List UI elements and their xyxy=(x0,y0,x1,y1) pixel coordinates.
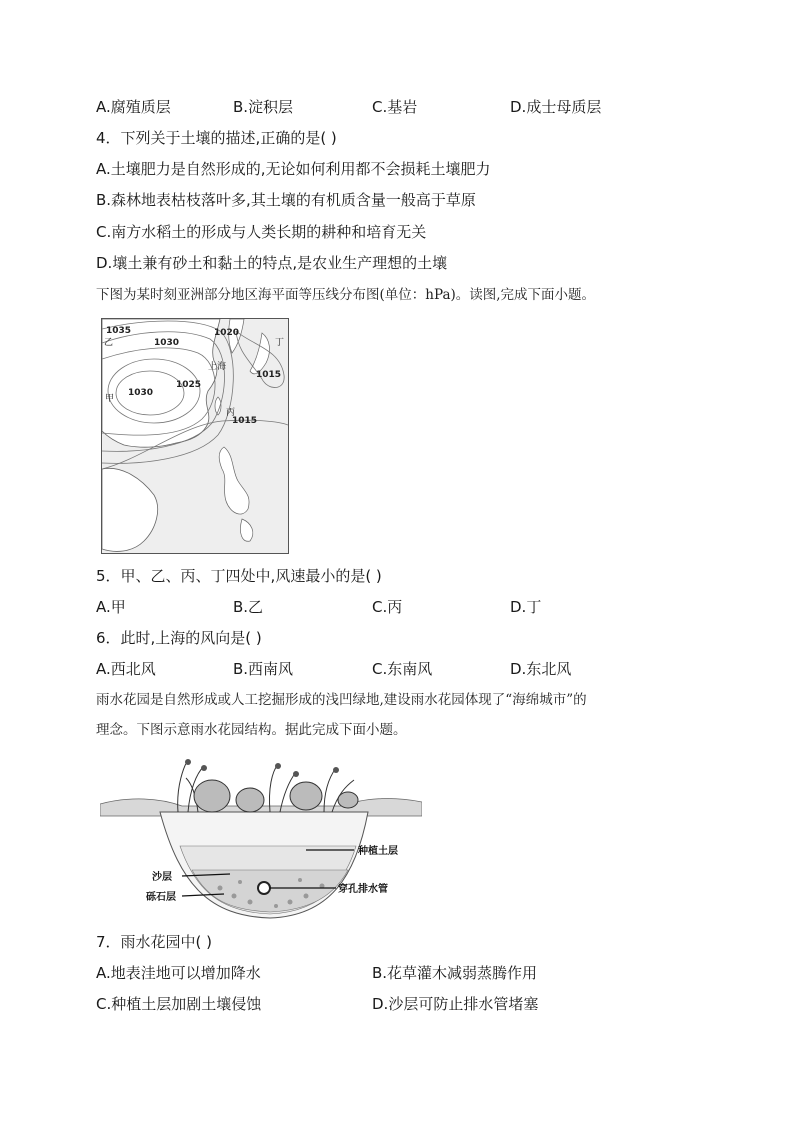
label-drain-pipe: 穿孔排水管 xyxy=(338,884,388,895)
q3-option-a: A.腐殖质层 xyxy=(96,98,171,116)
label-sand-layer: 沙层 xyxy=(152,872,172,883)
rain-garden-diagram xyxy=(100,756,422,924)
q4-stem: 4．下列关于土壤的描述,正确的是( ) xyxy=(96,129,337,147)
q7-option-c: C.种植土层加剧土壤侵蚀 xyxy=(96,995,262,1013)
q5-stem: 5．甲、乙、丙、丁四处中,风速最小的是( ) xyxy=(96,567,382,585)
isobar-label-1020: 1020 xyxy=(214,328,240,338)
place-label-bing: 丙 xyxy=(226,408,236,418)
q7-stem: 7．雨水花园中( ) xyxy=(96,933,213,951)
q4-option-c: C.南方水稻土的形成与人类长期的耕种和培育无关 xyxy=(96,223,427,241)
label-gravel-layer: 砾石层 xyxy=(146,892,176,903)
q6-option-c: C.东南风 xyxy=(372,660,433,678)
q3-option-b: B.淀积层 xyxy=(233,98,294,116)
place-label-shanghai: 上海 xyxy=(208,362,227,372)
q4-option-d: D.壤土兼有砂土和黏土的特点,是农业生产理想的土壤 xyxy=(96,254,448,272)
place-label-ding: 丁 xyxy=(275,338,285,348)
q4-option-b: B.森林地表枯枝落叶多,其土壤的有机质含量一般高于草原 xyxy=(96,191,476,209)
q6-option-a: A.西北风 xyxy=(96,660,156,678)
q5-option-d: D.丁 xyxy=(510,598,542,616)
q7-option-b: B.花草灌木减弱蒸腾作用 xyxy=(372,964,538,982)
isobar-label-1015-east: 1015 xyxy=(256,370,282,380)
q5-option-a: A.甲 xyxy=(96,598,126,616)
rain-garden-svg xyxy=(100,756,422,924)
q5-option-b: B.乙 xyxy=(233,598,264,616)
place-label-jia: 甲 xyxy=(105,394,115,404)
q5-option-c: C.丙 xyxy=(372,598,403,616)
garden-intro-line-1: 雨水花园是自然形成或人工挖掘形成的浅凹绿地,建设雨水花园体现了“海绵城市”的 xyxy=(96,692,587,708)
garden-intro-line-2: 理念。下图示意雨水花园结构。据此完成下面小题。 xyxy=(96,722,407,738)
isobar-label-1015-south: 1015 xyxy=(232,416,258,426)
q7-option-d: D.沙层可防止排水管堵塞 xyxy=(372,995,539,1013)
q3-option-c: C.基岩 xyxy=(372,98,418,116)
q7-option-a: A.地表洼地可以增加降水 xyxy=(96,964,261,982)
label-planting-layer: 种植土层 xyxy=(358,846,398,857)
isobar-label-1035: 1035 xyxy=(106,326,132,336)
q6-option-d: D.东北风 xyxy=(510,660,572,678)
isobar-map-svg xyxy=(102,319,288,553)
q6-stem: 6．此时,上海的风向是( ) xyxy=(96,629,262,647)
drain-pipe-icon xyxy=(258,882,270,894)
place-label-yi: 乙 xyxy=(104,338,114,348)
isobar-label-1030-north: 1030 xyxy=(154,338,180,348)
isobar-label-1025: 1025 xyxy=(176,380,202,390)
q4-option-a: A.土壤肥力是自然形成的,无论如何利用都不会损耗土壤肥力 xyxy=(96,160,491,178)
q6-option-b: B.西南风 xyxy=(233,660,294,678)
isobar-label-1030-center: 1030 xyxy=(128,388,154,398)
isobar-map xyxy=(101,318,289,554)
q3-option-d: D.成士母质层 xyxy=(510,98,602,116)
map-intro: 下图为某时刻亚洲部分地区海平面等压线分布图(单位：hPa)。读图,完成下面小题。 xyxy=(96,287,596,303)
